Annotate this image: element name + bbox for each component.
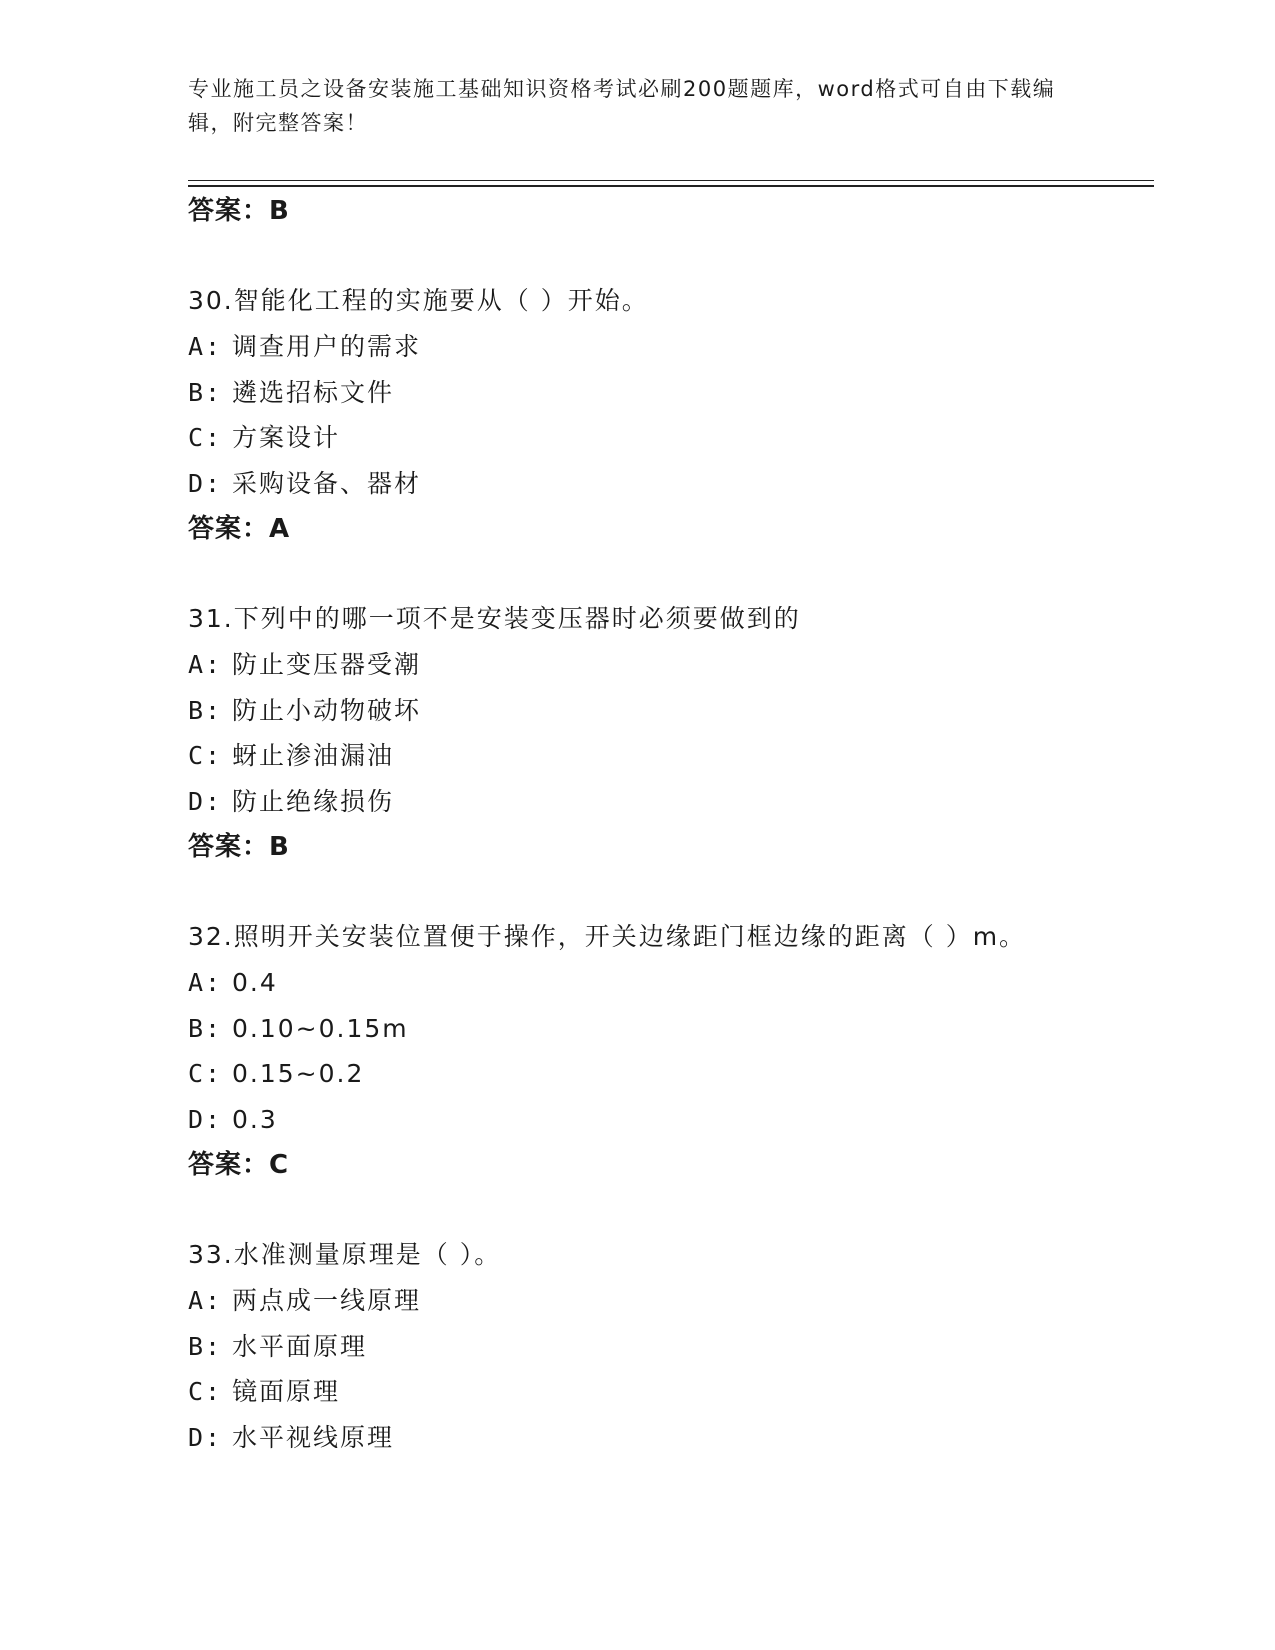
option-b [188,688,1154,734]
option-letter: D: [188,1104,223,1134]
answer-label: 答案：B [188,832,290,862]
option-text: 调查用户的需求 [232,332,422,361]
option-letter: A: [188,650,223,679]
question-list [188,188,1154,1460]
option-text: 两点成一线原理 [232,1286,422,1315]
option-text: 0.10~0.15m [232,1013,409,1043]
option-b [188,1324,1154,1370]
option-text: 遴选招标文件 [232,377,395,407]
option-a [188,1278,1154,1324]
header-divider-thick [188,185,1154,187]
option-d [188,461,1154,507]
option-text: 防止小动物破坏 [232,695,422,725]
option-text: 蚜止渗油漏油 [232,741,395,770]
question-text: 33.水准测量原理是（ ）。 [188,1240,502,1269]
option-c [188,1051,1154,1097]
option-letter: C: [188,1059,223,1088]
option-letter: A: [188,332,223,361]
option-text: 采购设备、器材 [232,468,422,498]
option-text: 防止变压器受潮 [232,650,422,679]
question-31 [188,596,1154,870]
option-text: 0.15~0.2 [232,1059,365,1088]
option-c [188,1369,1154,1415]
option-letter: B: [188,1013,223,1043]
option-letter: D: [188,1422,223,1452]
option-a [188,960,1154,1006]
option-text: 方案设计 [232,423,341,452]
option-letter: B: [188,695,223,725]
option-text: 水平面原理 [232,1331,368,1361]
option-d [188,779,1154,825]
option-letter: D: [188,786,223,816]
option-text: 0.3 [232,1104,278,1134]
option-letter: C: [188,1377,223,1406]
option-letter: B: [188,1331,223,1361]
option-letter: A: [188,968,223,997]
header-divider-thin [188,180,1154,181]
question-text: 32.照明开关安装位置便于操作，开关边缘距门框边缘的距离（ ）m。 [188,922,1027,951]
option-letter: D: [188,468,223,498]
option-text: 0.4 [232,968,278,997]
answer-label: 答案：C [188,1150,290,1180]
option-d [188,1097,1154,1143]
answer-label: 答案：A [188,514,291,544]
option-letter: A: [188,1286,223,1315]
question-30 [188,278,1154,552]
option-text: 防止绝缘损伤 [232,786,395,816]
option-letter: C: [188,741,223,770]
option-a [188,324,1154,370]
question-32 [188,914,1154,1188]
option-b [188,370,1154,416]
option-c [188,415,1154,461]
document-header [188,72,1088,140]
option-letter: B: [188,377,223,407]
option-b [188,1006,1154,1052]
document-title: 专业施工员之设备安装施工基础知识资格考试必刷200题题库，word格式可自由下载编辑，附完整答案！ [188,77,1056,135]
question-33 [188,1232,1154,1460]
option-a [188,642,1154,688]
option-letter: C: [188,423,223,452]
previous-answer: 答案：B [188,196,290,226]
question-text: 31.下列中的哪一项不是安装变压器时必须要做到的 [188,604,801,633]
option-c [188,733,1154,779]
question-text: 30.智能化工程的实施要从（ ）开始。 [188,286,649,315]
option-d [188,1415,1154,1461]
option-text: 镜面原理 [232,1377,341,1406]
option-text: 水平视线原理 [232,1422,395,1452]
